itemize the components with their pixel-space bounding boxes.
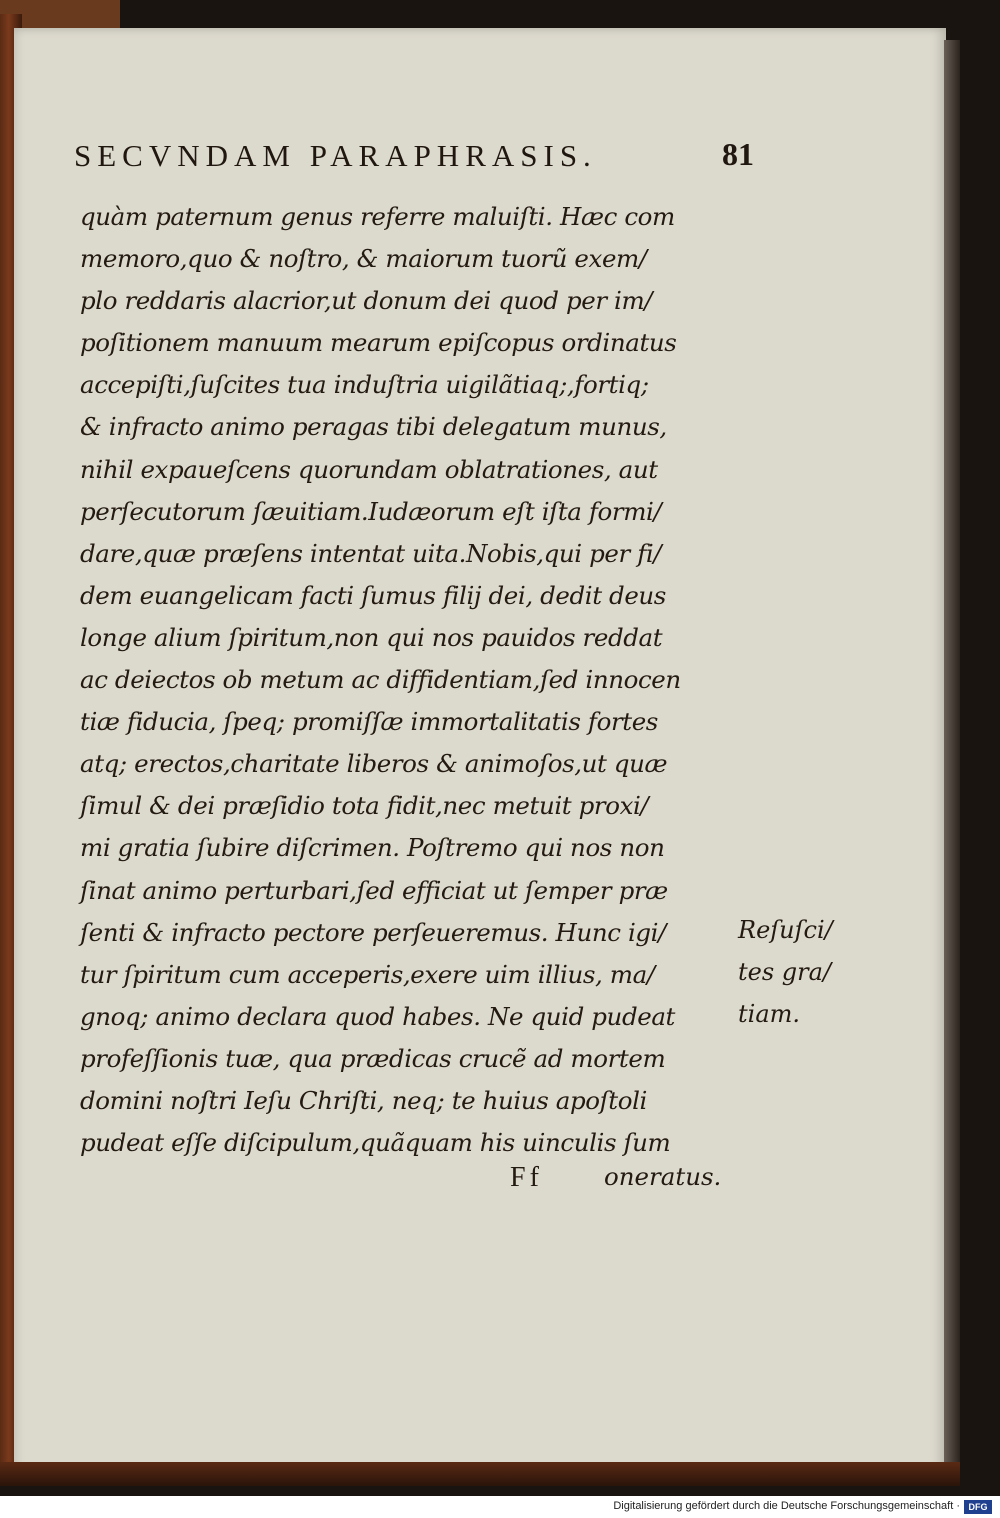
marginal-note [738,909,858,1035]
signature-mark: Ff [510,1162,543,1193]
running-head: SECVNDAM PARAPHRASIS. [74,138,597,173]
text-line: ſinat animo perturbari,ſed efficiat ut ſemper præ [80,875,668,905]
text-line: longe alium ſpiritum,non qui nos pauidos reddat [80,622,663,652]
catchword: oneratus. [604,1162,722,1191]
dfg-logo: DFG [964,1500,992,1514]
text-line: memoro,quo & noſtro, & maiorum tuorũ exem/ [80,244,647,274]
text-line: pudeat eſſe diſcipulum,quãquam his uinculis ſum [80,1128,671,1158]
body-text [80,196,740,1164]
text-line: gnoq; animo declara quod habes. Ne quid pudeat [80,1001,675,1031]
text-line: perſecutorum ſæuitiam.Iudæorum eſt iſta formi/ [80,496,662,526]
text-line: & infracto animo peragas tibi delegatum munus, [80,412,667,442]
text-line: domini noſtri Ieſu Chriſti, neq; te huius apoſtoli [80,1085,647,1115]
text-line: poſitionem manuum mearum epiſcopus ordinatus [80,328,677,358]
text-line: quàm paternum genus referre maluiſti. Hæc com [80,202,675,231]
text-line: dare,quæ præſens intentat uita.Nobis,qui per fi/ [80,538,662,568]
book-cover-bottom [0,1462,960,1486]
digitization-credit: Digitalisierung gefördert durch die Deutsche Forschungsgemeinschaft · [613,1500,960,1512]
page-stack-edge [944,40,960,1470]
marginal-note-line: Reſuſci/ [738,916,833,944]
marginal-note-line: tes gra/ [738,958,832,986]
text-line: dem euangelicam facti ſumus filij dei, dedit deus [80,580,666,610]
text-line: ac deiectos ob metum ac diffidentiam,ſed innocen [80,665,681,695]
text-line: atq; erectos,charitate liberos & animoſos,ut quæ [80,749,668,779]
text-line: tiæ fiducia, ſpeq; promiſſæ immortalitatis fortes [80,707,658,737]
text-line: profeſſionis tuæ, qua prædicas crucẽ ad mortem [80,1043,666,1073]
text-line: plo reddaris alacrior,ut donum dei quod per im/ [80,286,653,316]
marginal-note-line: tiam. [738,1000,801,1028]
text-line: ſimul & dei præſidio tota fidit,nec metuit proxi/ [80,791,649,821]
text-line: nihil expaueſcens quorundam oblatrationes, aut [80,454,658,484]
text-line: accepiſti,ſuſcites tua induſtria uigilãtiaq;,fortiq; [80,370,649,400]
text-line: mi gratia ſubire diſcrimen. Poſtremo qui nos non [80,833,665,863]
text-line: ſenti & infracto pectore perſeueremus. Hunc igi/ [80,917,666,947]
page-number: 81 [722,136,754,172]
text-line: tur ſpiritum cum acceperis,exere uim illius, ma/ [80,959,655,989]
